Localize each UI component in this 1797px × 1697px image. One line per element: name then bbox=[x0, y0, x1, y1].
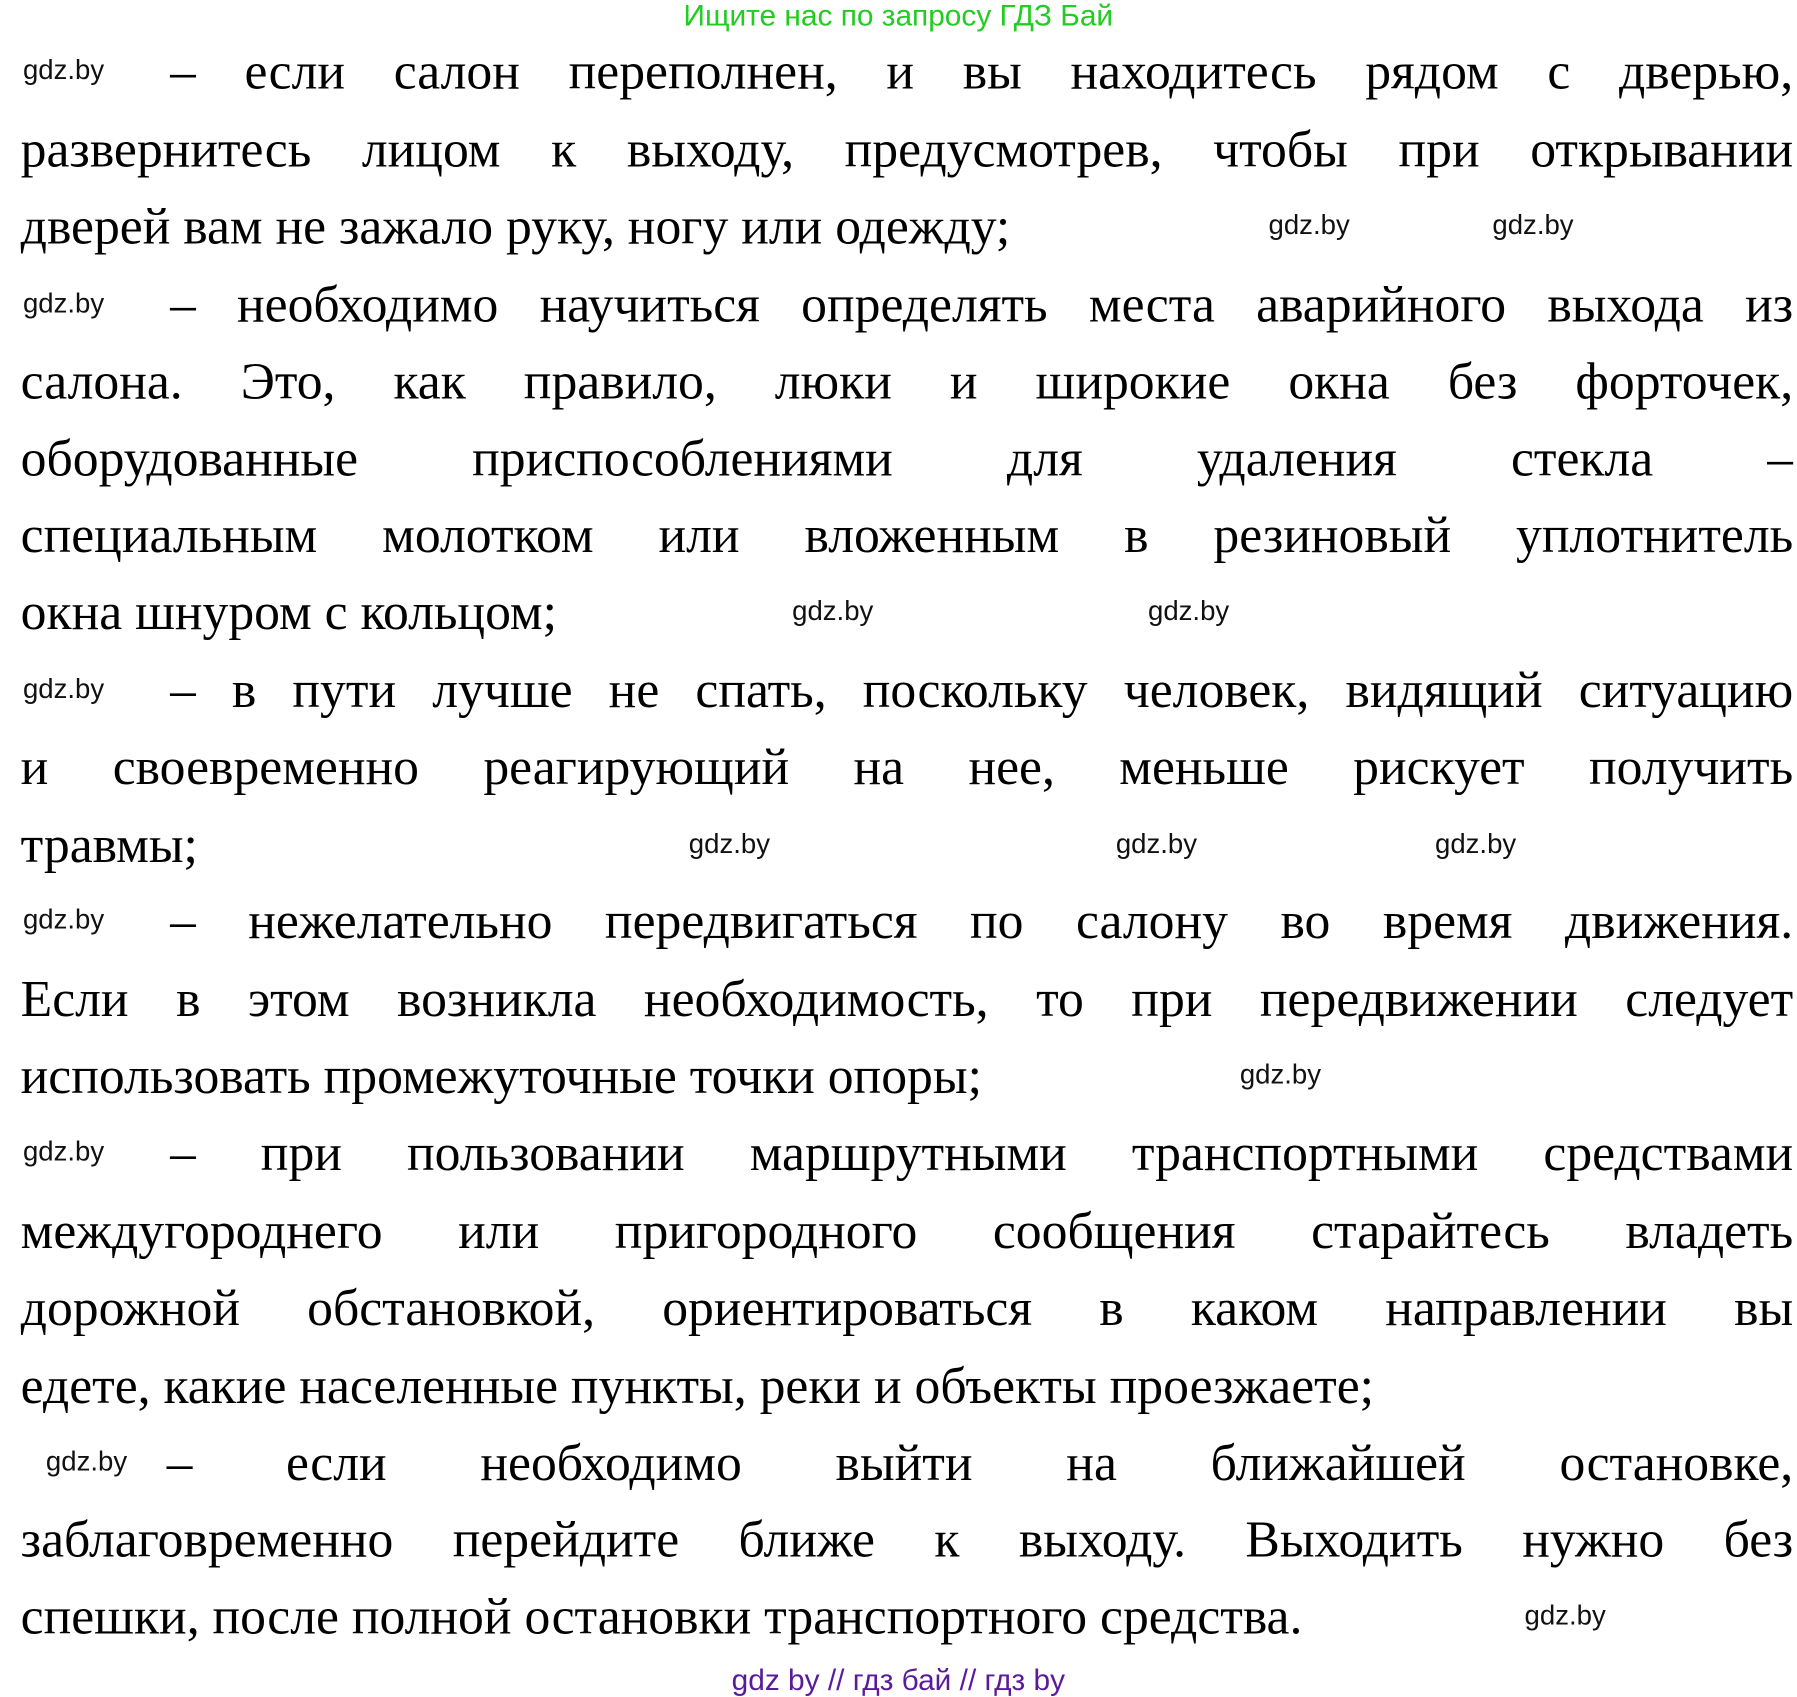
watermark: gdz.by bbox=[1492, 210, 1574, 242]
watermark: gdz.by bbox=[22, 673, 105, 705]
text-line: развернитесь лицом к выходу, предусмотрев, чтобы при открывании bbox=[20, 120, 1794, 178]
text-line: – в пути лучше не спать, поскольку человек, видящий ситуацию bbox=[169, 661, 1794, 719]
text-line: окна шнуром с кольцом; bbox=[20, 583, 557, 641]
watermark: gdz.by bbox=[22, 904, 105, 936]
text-line: и своевременно реагирующий на нее, меньше рискует получить bbox=[20, 738, 1794, 796]
text-line: использовать промежуточные точки опоры; bbox=[20, 1046, 982, 1105]
watermark: gdz.by bbox=[1148, 595, 1230, 627]
footer-links[interactable]: gdz by // гдз бай // гдз by bbox=[731, 1662, 1066, 1697]
watermark: gdz.by bbox=[22, 288, 105, 320]
watermark: gdz.by bbox=[22, 1136, 105, 1168]
text-line: – если салон переполнен, и вы находитесь рядом с дверью, bbox=[169, 42, 1794, 100]
text-line: – нежелательно передвигаться по салону во время движения. bbox=[169, 891, 1794, 950]
search-banner: Ищите нас по запросу ГДЗ Бай bbox=[683, 0, 1114, 33]
text-line: специальным молотком или вложенным в резиновый уплотнитель bbox=[20, 506, 1794, 564]
text-line: – если необходимо выйти на ближайшей остановке, bbox=[166, 1433, 1794, 1492]
watermark: gdz.by bbox=[1435, 828, 1517, 860]
text-line: заблаговременно перейдите ближе к выходу. Выходить нужно без bbox=[20, 1510, 1794, 1569]
watermark: gdz.by bbox=[792, 595, 874, 627]
text-line: междугороднего или пригородного сообщения старайтесь владеть bbox=[20, 1201, 1794, 1260]
watermark: gdz.by bbox=[1239, 1059, 1322, 1091]
watermark: gdz.by bbox=[22, 55, 105, 87]
watermark: gdz.by bbox=[1115, 828, 1198, 860]
text-line: травмы; bbox=[20, 816, 198, 874]
text-line: Если в этом возникла необходимость, то при передвижении следует bbox=[20, 970, 1794, 1028]
watermark: gdz.by bbox=[45, 1446, 128, 1478]
watermark: gdz.by bbox=[688, 828, 770, 860]
text-line: дорожной обстановкой, ориентироваться в каком направлении вы bbox=[20, 1278, 1794, 1337]
text-line: едете, какие населенные пункты, реки и объекты проезжаете; bbox=[20, 1356, 1375, 1415]
text-line: салона. Это, как правило, люки и широкие окна без форточек, bbox=[20, 352, 1794, 410]
text-line: оборудованные приспособлениями для удаления стекла – bbox=[20, 429, 1794, 487]
watermark: gdz.by bbox=[1268, 210, 1350, 242]
text-line: – необходимо научиться определять места аварийного выхода из bbox=[169, 275, 1794, 333]
watermark: gdz.by bbox=[1524, 1600, 1606, 1632]
text-line: дверей вам не зажало руку, ногу или одежду; bbox=[20, 197, 1011, 255]
text-line: – при пользовании маршрутными транспортными средствами bbox=[169, 1123, 1794, 1182]
text-line: спешки, после полной остановки транспортного средства. bbox=[20, 1587, 1303, 1646]
